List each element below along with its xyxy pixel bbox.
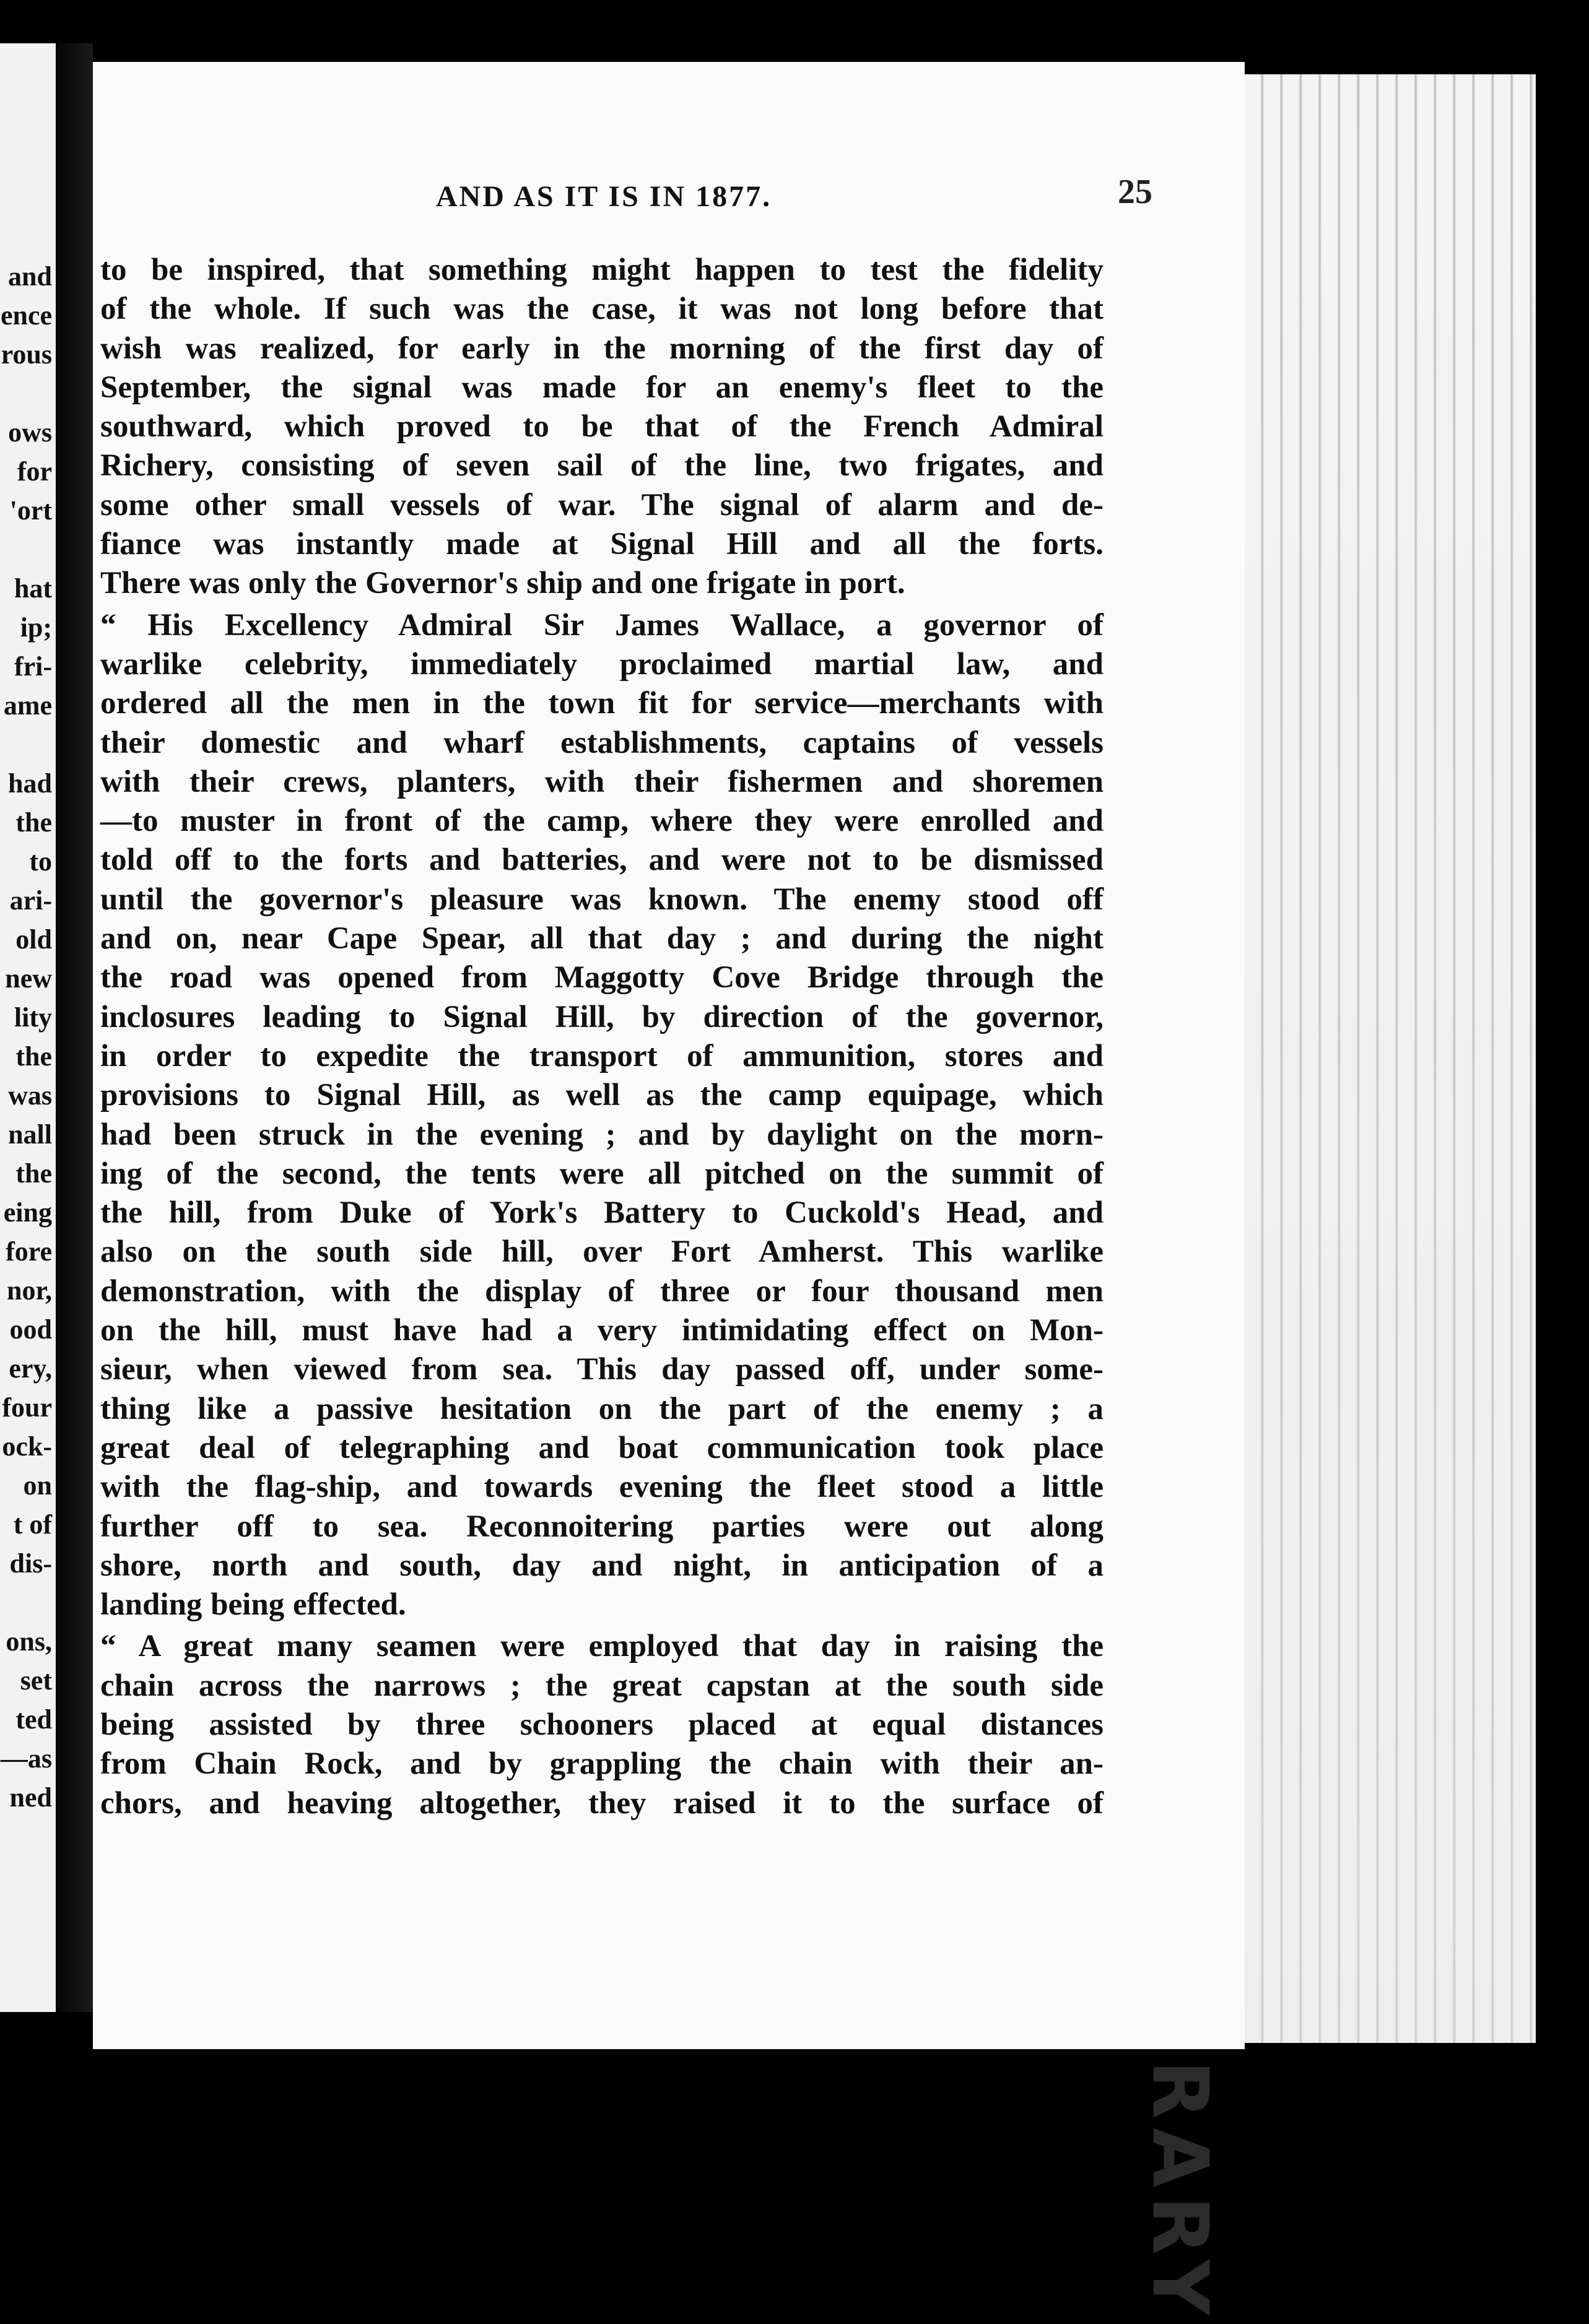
previous-page-edge [0, 43, 58, 2012]
previous-page-fragment: eing [3, 1197, 52, 1228]
text-line: with the flag-ship, and towards evening the fleet stood a little [100, 1470, 1104, 1505]
text-line: until the governor's pleasure was known. The enemy stood off [100, 882, 1104, 917]
text-line: “ A great many seamen were employed that day in raising the [100, 1629, 1104, 1664]
previous-page-fragment: fri- [14, 651, 52, 682]
text-line: sieur, when viewed from sea. This day passed off, under some- [100, 1352, 1104, 1387]
previous-page-fragment: nall [8, 1119, 52, 1150]
running-title: AND AS IT IS IN 1877. [435, 180, 772, 213]
previous-page-fragment: fore [6, 1236, 52, 1267]
text-line: southward, which proved to be that of the French Admiral [100, 409, 1104, 444]
previous-page-fragment: new [5, 963, 52, 994]
previous-page-fragment: and [8, 261, 52, 292]
body-text [100, 251, 1104, 1823]
previous-page-fragment: hat [14, 573, 52, 604]
text-line: had been struck in the evening ; and by daylight on the morn- [100, 1117, 1104, 1152]
text-line: from Chain Rock, and by grappling the chain with their an- [100, 1746, 1104, 1782]
page-number: 25 [1118, 173, 1152, 211]
previous-page-fragment: nor, [7, 1275, 52, 1306]
text-line: landing being effected. [100, 1587, 406, 1623]
text-line: ing of the second, the tents were all pitched on the summit of [100, 1156, 1104, 1191]
paragraph [100, 606, 1104, 1625]
previous-page-fragment: ows [8, 417, 52, 448]
text-line: some other small vessels of war. The signal of alarm and de- [100, 487, 1104, 522]
text-line: There was only the Governor's ship and one frigate in port. [100, 566, 905, 601]
previous-page-fragment: t of [13, 1509, 52, 1540]
previous-page-fragment: the [15, 1041, 52, 1072]
text-line: to be inspired, that something might happen to test the fidelity [100, 253, 1104, 287]
previous-page-fragment [1, 530, 52, 569]
text-line: Richery, consisting of seven sail of the line, two frigates, and [100, 448, 1104, 483]
text-line: further off to sea. Reconnoitering parties were out along [100, 1509, 1104, 1544]
previous-page-fragment: —as [0, 1743, 52, 1774]
text-line: chain across the narrows ; the great capstan at the south side [100, 1668, 1104, 1703]
previous-page-fragment: was [8, 1080, 52, 1111]
text-line: chors, and heaving altogether, they raised it to the surface of [100, 1785, 1104, 1821]
text-line: fiance was instantly made at Signal Hill and all the forts. [100, 527, 1104, 562]
text-line: provisions to Signal Hill, as well as the camp equipage, which [100, 1078, 1104, 1113]
text-line: being assisted by three schooners placed at equal distances [100, 1707, 1104, 1742]
previous-page-fragment: lity [14, 1002, 52, 1033]
text-line: wish was realized, for early in the morning of the first day of [100, 331, 1104, 366]
text-line: warlike celebrity, immediately proclaimed martial law, and [100, 646, 1104, 682]
previous-page-fragment [1, 374, 52, 413]
previous-page-fragment: to [29, 846, 52, 877]
previous-page-fragment: ence [0, 300, 52, 331]
gutter-shadow [56, 43, 93, 2012]
text-line: demonstration, with the display of three or four thousand men [100, 1273, 1104, 1309]
previous-page-fragment: set [20, 1665, 52, 1696]
text-line: shore, north and south, day and night, in anticipation of a [100, 1548, 1104, 1583]
text-line: September, the signal was made for an enemy's fleet to the [100, 370, 1104, 405]
previous-page-text-fragments [1, 257, 52, 1817]
previous-page-fragment: ood [9, 1314, 52, 1345]
text-line: inclosures leading to Signal Hill, by direction of the governor, [100, 999, 1104, 1034]
previous-page-fragment: ons, [6, 1626, 52, 1657]
previous-page-fragment: ned [9, 1782, 52, 1813]
previous-page-fragment [1, 725, 52, 764]
text-line: also on the south side hill, over Fort Amherst. This warlike [100, 1234, 1104, 1270]
text-line: with their crews, planters, with their fishermen and shoremen [100, 764, 1104, 799]
text-line: great deal of telegraphing and boat communication took place [100, 1430, 1104, 1465]
previous-page-fragment: dis- [9, 1548, 52, 1579]
page-stack-edges [1245, 74, 1536, 2043]
text-line: “ His Excellency Admiral Sir James Wallace, a governor of [100, 607, 1104, 643]
previous-page-fragment: ery, [9, 1353, 52, 1384]
previous-page-fragment: the [15, 1158, 52, 1189]
text-line: and on, near Cape Spear, all that day ; and during the night [100, 921, 1104, 956]
text-line: told off to the forts and batteries, and were not to be dismissed [100, 843, 1104, 878]
previous-page-fragment: for [17, 456, 52, 487]
text-line: the hill, from Duke of York's Battery to Cuckold's Head, and [100, 1195, 1104, 1231]
paragraph [100, 251, 1104, 604]
previous-page-fragment: ame [3, 690, 52, 721]
text-line: ordered all the men in the town fit for service—merchants with [100, 686, 1104, 721]
text-line: thing like a passive hesitation on the part of the enemy ; a [100, 1391, 1104, 1426]
paragraph [100, 1627, 1104, 1823]
previous-page-fragment: ock- [2, 1431, 52, 1462]
previous-page-fragment: on [23, 1470, 52, 1501]
previous-page-fragment: ari- [9, 885, 52, 916]
text-line: of the whole. If such was the case, it was not long before that [100, 292, 1104, 327]
previous-page-fragment: ip; [20, 612, 52, 643]
text-line: in order to expedite the transport of ammunition, stores and [100, 1038, 1104, 1073]
previous-page-fragment: 'ort [9, 495, 52, 526]
text-line: their domestic and wharf establishments, captains of vessels [100, 725, 1104, 760]
previous-page-fragment: ted [15, 1704, 52, 1735]
text-line: —to muster in front of the camp, where they were enrolled and [100, 804, 1104, 839]
text-line: the road was opened from Maggotty Cove Bridge through the [100, 960, 1104, 995]
previous-page-fragment: old [15, 924, 52, 955]
previous-page-fragment: the [15, 807, 52, 838]
previous-page-fragment: four [2, 1392, 52, 1423]
previous-page-fragment: had [8, 768, 52, 799]
previous-page-fragment: rous [1, 339, 52, 370]
book-page [93, 62, 1245, 2049]
text-line: on the hill, must have had a very intimidating effect on Mon- [100, 1313, 1104, 1348]
previous-page-fragment [1, 1583, 52, 1622]
